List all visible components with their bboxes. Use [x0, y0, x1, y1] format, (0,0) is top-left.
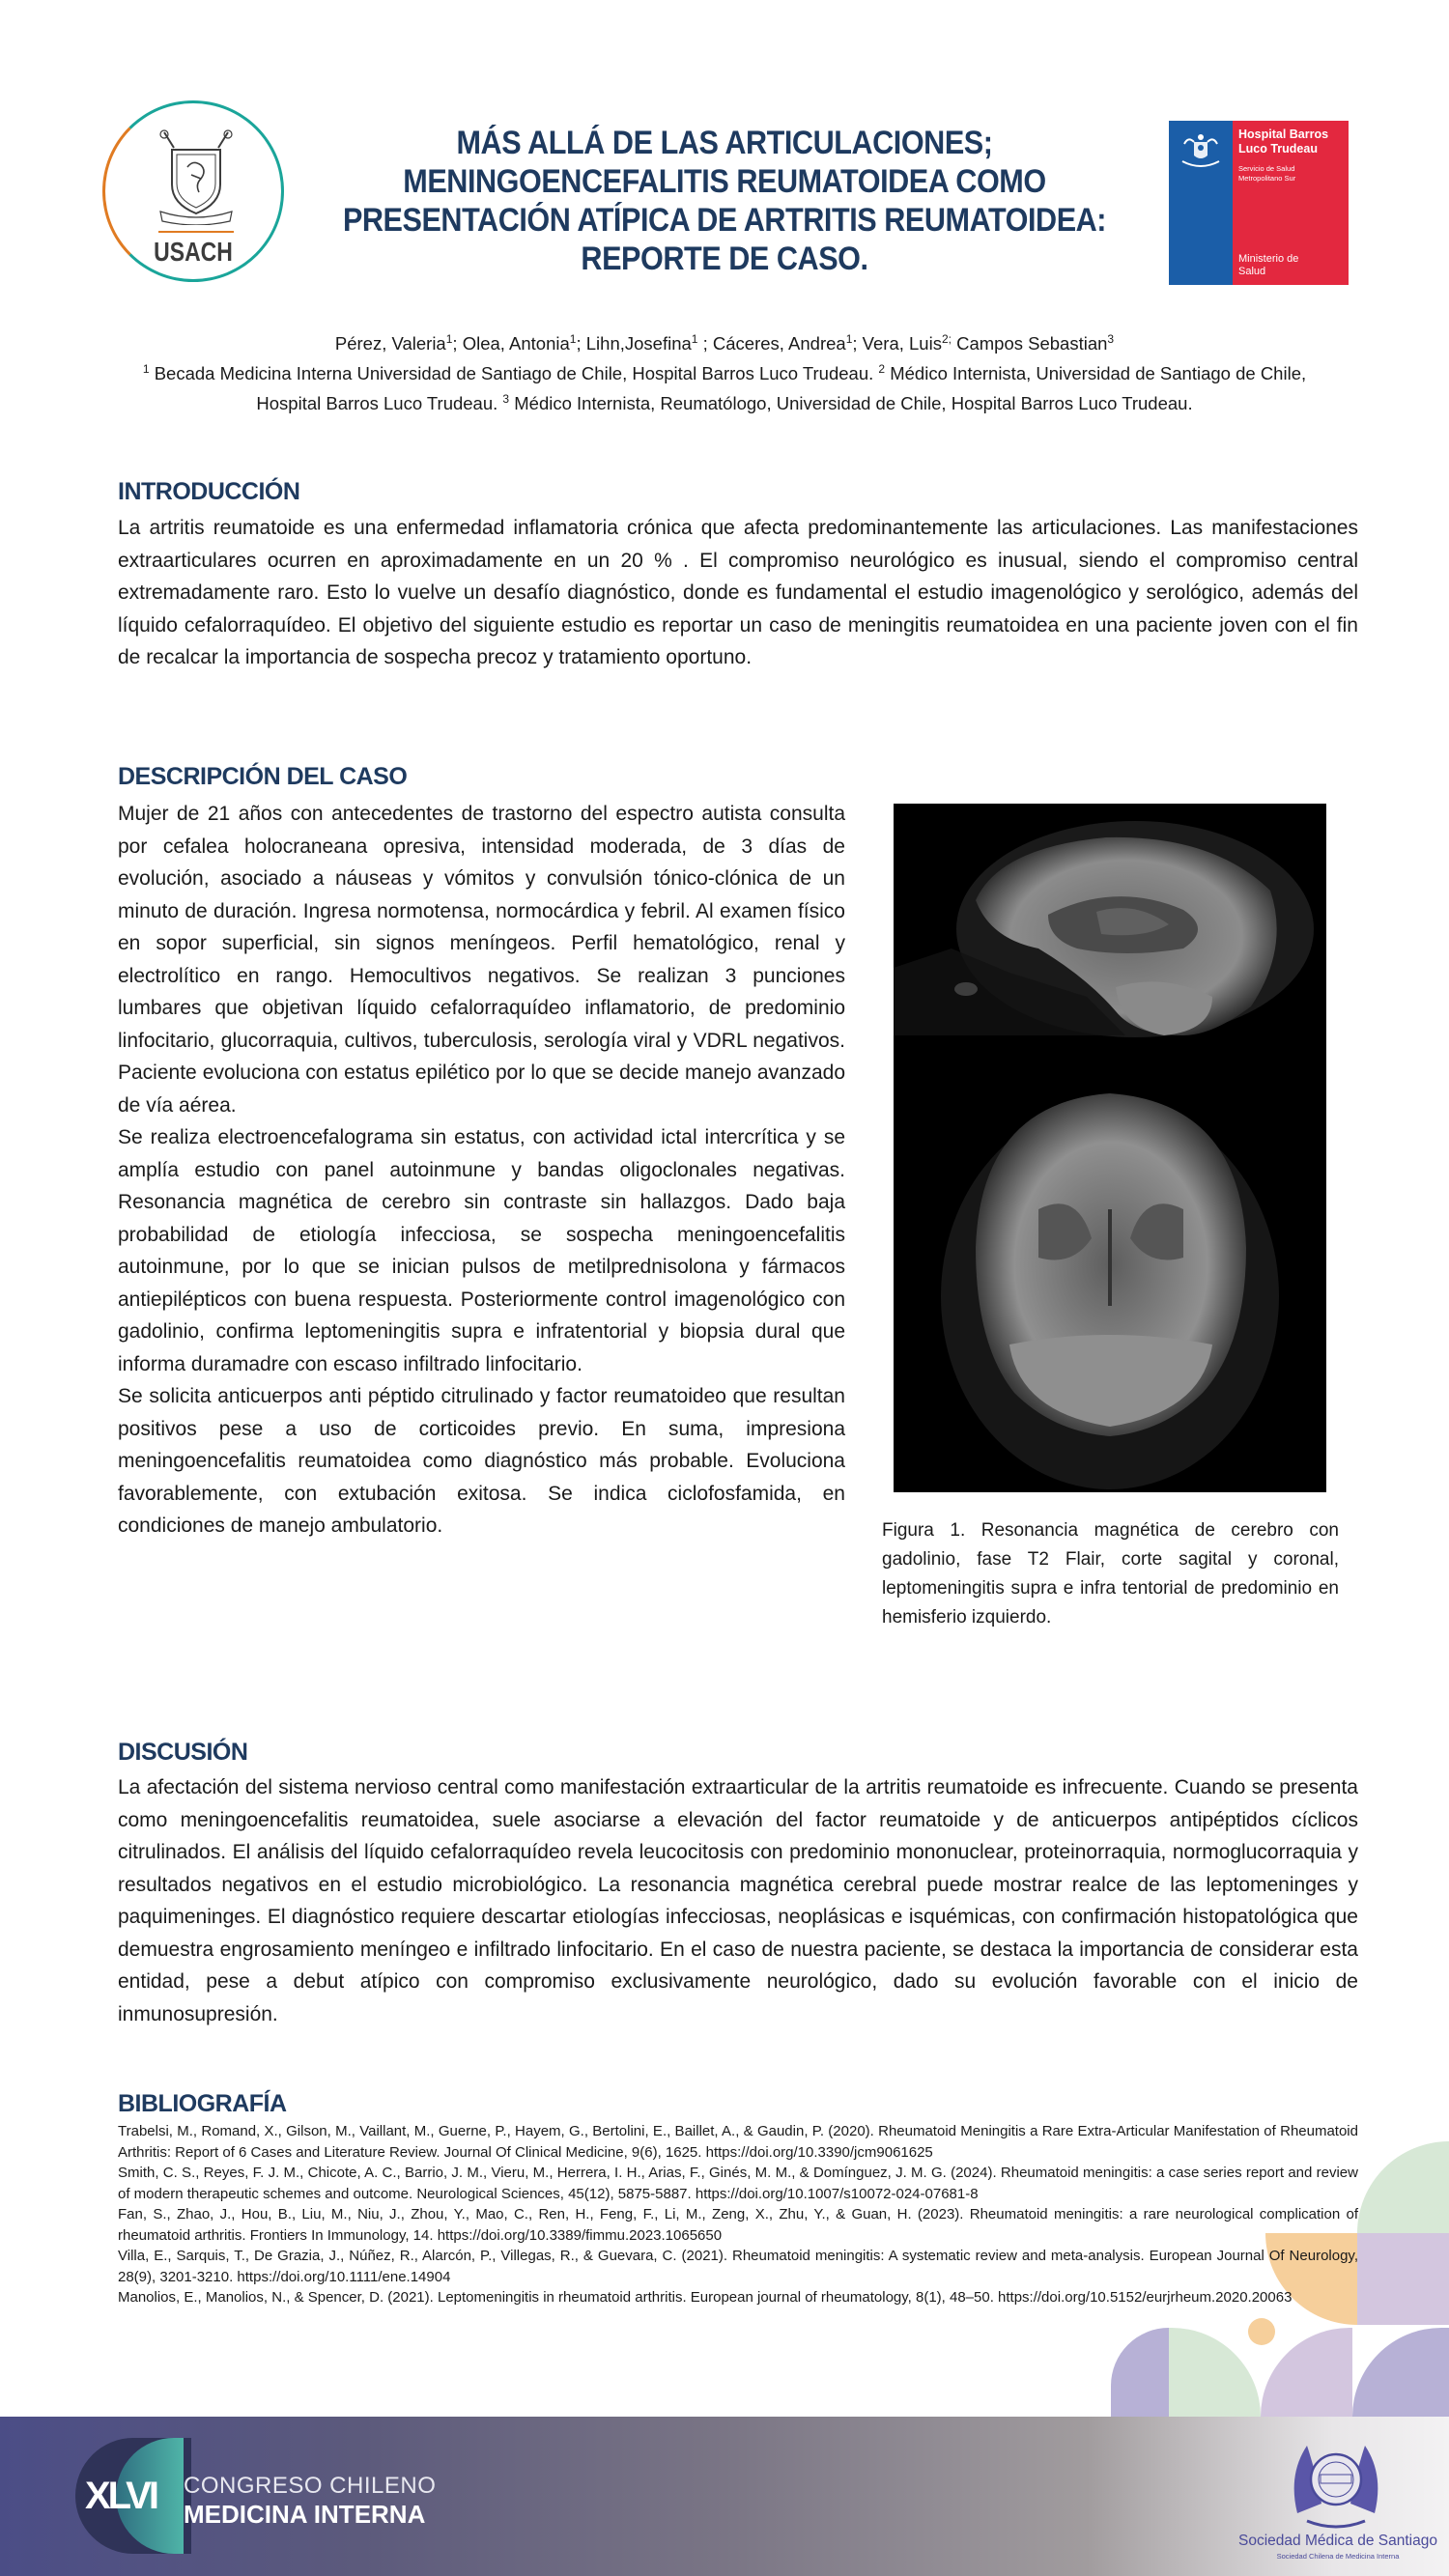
usach-wordmark: USACH: [154, 237, 233, 267]
author-name: Lihn,Josefina: [585, 333, 692, 354]
reference-item: Fan, S., Zhao, J., Hou, B., Liu, M., Niu, J., Zhou, Y., Mao, C., Ren, H., Feng, F., Li, M., Zeng, X., Zhu, Y., & Guan, H. (2023). Rheumatoid meningitis: a rare neurological complication of rheumatoid arthritis. Frontiers In Immunology, 14. https://doi.org/10.3389/fimmu.2023.1065650: [118, 2206, 1358, 2244]
author-sup: 1: [445, 332, 453, 346]
decor-shape: [1248, 2318, 1275, 2345]
author-list: [116, 326, 1333, 356]
affiliation-sup: 1: [142, 362, 150, 377]
hospital-name-line1: Hospital Barros: [1238, 127, 1329, 141]
congress-line2: MEDICINA INTERNA: [184, 2500, 426, 2529]
section-heading-introduccion: INTRODUCCIÓN: [118, 478, 300, 505]
service-line2: Metropolitano Sur: [1238, 174, 1296, 183]
reference-item: Smith, C. S., Reyes, F. J. M., Chicote, A. C., Barrio, J. M., Vieru, M., Herrera, I. H., Arias, F., Ginés, M. M., & Domínguez, J. M. G. (2024). Rheumatoid meningitis: a case series report and review of modern therapeutic schemes and outcome. Neurological Sciences, 45(12), 5875-5887. https://doi.org/10.1007/s10072-024-07681-8: [118, 2165, 1358, 2202]
poster-footer: [0, 2417, 1449, 2576]
decor-shape: [1261, 2328, 1352, 2417]
society-name: Sociedad Médica de Santiago: [1238, 2533, 1437, 2549]
usach-logo: [102, 100, 284, 282]
reference-item: Trabelsi, M., Romand, X., Gilson, M., Vaillant, M., Guerne, P., Hayem, G., Bertolini, E., Baillet, A., & Gaudin, P. (2020). Rheumatoid Meningitis a Rare Extra-Articular Manifestation of Rheumatoid Arthritis: Report of 6 Cases and Literature Review. Journal Of Clinical Medicine, 9(6), 1625. https://doi.org/10.3390/jcm9061625: [118, 2123, 1358, 2161]
author-sup: 2;: [941, 332, 952, 346]
figure-caption: Figura 1. Resonancia magnética de cerebro con gadolinio, fase T2 Flair, corte sagital y coronal, leptomeningitis supra e infra tentorial de predominio en hemisferio izquierdo.: [882, 1520, 1339, 1628]
author-sup: 1: [569, 332, 577, 346]
affiliation-text: Becada Medicina Interna Universidad de Santiago de Chile, Hospital Barros Luco Trudeau.: [154, 363, 874, 384]
author-sup: 1: [845, 332, 853, 346]
decor-shape: [1357, 2141, 1449, 2233]
caso-paragraph: Se solicita anticuerpos anti péptido citrulinado y factor reumatoideo que resultan positivos pese a uso de corticoides previo. En suma, impresiona meningoencefalitis reumatoidea como diagnóstico más probable. Evoluciona favorablemente, con extubación exitosa. Se indica ciclofosfamida, en condiciones de manejo ambulatorio.: [118, 1385, 845, 1537]
chile-coat-of-arms-icon: [1179, 132, 1223, 171]
author-sep: ;: [576, 333, 586, 354]
author-sep: ;: [697, 333, 713, 354]
author-sep: ;: [852, 333, 863, 354]
service-line1: Servicio de Salud: [1238, 164, 1295, 173]
hospital-logo: [1169, 121, 1349, 285]
caso-paragraph: Se realiza electroencefalograma sin estatus, con actividad ictal intercrítica y se amplía estudio con panel autoinmune y bandas oligoclonales negativas. Resonancia magnética de cerebro sin contraste sin hallazgos. Dado baja probabilidad de etiología infecciosa, se sospecha meningoencefalitis autoinmune, por lo que se inician pulsos de metilprednisolona y fármacos antiepilépticos con buena respuesta. Posteriormente control imagenológico con gadolinio, confirma leptomeningitis supra e infratentorial y biopsia dural que informa duramadre con escaso infiltrado linfocitario.: [118, 1126, 845, 1375]
author-name: Campos Sebastian: [956, 333, 1108, 354]
decor-shape: [1169, 2328, 1261, 2417]
congress-logo: [68, 2438, 473, 2554]
author-block: [116, 326, 1333, 416]
logo-divider: [158, 231, 234, 233]
poster-title: [290, 124, 1159, 278]
logo-blue-panel: [1169, 121, 1233, 285]
author-sup: 1: [691, 332, 698, 346]
society-seal-icon: [1288, 2436, 1384, 2533]
poster-header: [0, 0, 1449, 309]
reference-item: Villa, E., Sarquis, T., De Grazia, J., Núñez, R., Alarcón, P., Villegas, R., & Guevara, C. (2021). Rheumatoid meningitis: A systematic review and meta-analysis. European Journal Of Neurology, 28(9), 3201-3210. https://doi.org/10.1111/ene.14904: [118, 2248, 1358, 2285]
title-line: REPORTE DE CASO.: [581, 241, 868, 277]
caso-text: [118, 798, 845, 1543]
affiliation-text: Médico Internista, Reumatólogo, Universidad de Chile, Hospital Barros Luco Trudeau.: [514, 393, 1193, 414]
decor-shape: [1352, 2328, 1449, 2417]
title-line: MÁS ALLÁ DE LAS ARTICULACIONES;: [456, 125, 993, 161]
brain-mri-image-icon: [894, 804, 1326, 1492]
affiliation-text: Médico Internista, Universidad de Santiago de Chile, Hospital Barros Luco Trudeau.: [256, 363, 1307, 414]
society-logo: [1232, 2436, 1437, 2571]
congress-line1: CONGRESO CHILENO: [184, 2473, 437, 2499]
ministry-line2: Salud: [1238, 266, 1266, 277]
author-name: Cáceres, Andrea: [712, 333, 846, 354]
affiliation-sup: 3: [502, 392, 510, 407]
mri-figure: [894, 804, 1326, 1492]
caso-paragraph: Mujer de 21 años con antecedentes de trastorno del espectro autista consulta por cefalea holocraneana opresiva, intensidad moderada, de 3 días de evolución, asociado a náuseas y vómitos y convulsión tónico-clónica de un minuto de duración. Ingresa normotensa, normocárdica y febril. Al examen físico en sopor superficial, sin signos meníngeos. Perfil hematológico, renal y electrolítico en rango. Hemocultivos negativos. Se realizan 3 punciones lumbares que objetivan líquido cefalorraquídeo inflamatorio, de predominio linfocitario, glucorraquia, cultivos, tuberculosis, serología viral y VDRL negativos. Paciente evoluciona con estatus epilético por lo que se decide manejo avanzado de vía aérea.: [118, 803, 845, 1117]
author-sep: ;: [452, 333, 463, 354]
congress-numeral: XLVI: [85, 2475, 156, 2517]
decor-shape: [1111, 2328, 1169, 2417]
reference-list: [118, 2121, 1358, 2308]
section-heading-caso: DESCRIPCIÓN DEL CASO: [118, 763, 408, 790]
reference-item: Manolios, E., Manolios, N., & Spencer, D. (2021). Leptomeningitis in rheumatoid arthritis. European journal of rheumatology, 8(1), 48–50. https://doi.org/10.5152/eurjrheum.2020.20063: [118, 2289, 1293, 2306]
author-name: Pérez, Valeria: [334, 333, 446, 354]
ministry-line1: Ministerio de: [1238, 253, 1299, 265]
affiliations: [116, 356, 1333, 416]
society-subtitle: Sociedad Chilena de Medicina Interna: [1276, 2552, 1400, 2561]
university-crest-icon: [158, 128, 234, 225]
section-heading-discusion: DISCUSIÓN: [118, 1739, 248, 1766]
hospital-name-line2: Luco Trudeau: [1238, 142, 1318, 156]
logo-red-panel: [1233, 121, 1349, 285]
title-line: PRESENTACIÓN ATÍPICA DE ARTRITIS REUMATOIDEA:: [342, 202, 1107, 239]
affiliation-sup: 2: [878, 362, 886, 377]
author-name: Vera, Luis: [862, 333, 942, 354]
decor-shape: [1357, 2233, 1449, 2325]
title-line: MENINGOENCEFALITIS REUMATOIDEA COMO: [403, 163, 1046, 200]
section-heading-bibliografia: BIBLIOGRAFÍA: [118, 2090, 287, 2117]
author-sup: 3: [1107, 332, 1115, 346]
introduccion-text: La artritis reumatoide es una enfermedad inflamatoria crónica que afecta predominantemente las articulaciones. Las manifestaciones extraarticulares ocurren en aproximadamente en un 20 % . El compromiso neurológico es inusual, siendo el compromiso central extremadamente raro. Esto lo vuelve un desafío diagnóstico, donde es fundamental el estudio imagenológico y serológico, además del líquido cefalorraquídeo. El objetivo del siguiente estudio es reportar un caso de meningitis reumatoidea en una paciente joven con el fin de recalcar la importancia de sospecha precoz y tratamiento oportuno.: [118, 517, 1358, 668]
author-name: Olea, Antonia: [462, 333, 570, 354]
discusion-text: La afectación del sistema nervioso central como manifestación extraarticular de la artritis reumatoide es infrecuente. Cuando se presenta como meningoencefalitis reumatoidea, suele asociarse a elevación del factor reumatoide y de anticuerpos antipéptidos cíclicos citrulinados. El análisis del líquido cefalorraquídeo revela leucocitosis con predominio mononuclear, proteinorraquia, normoglucorraquia y resultados negativos en el estudio microbiológico. La resonancia magnética cerebral puede mostrar realce de las leptomeninges y paquimeninges. El diagnóstico requiere descartar etiologías infecciosas, neoplásicas e isquémicas, con confirmación histopatológica que demuestra engrosamiento meníngeo e infiltrado linfocitario. En el caso de nuestra paciente, se destaca la importancia de considerar esta entidad, pese a debut atípico con compromiso exclusivamente neurológico, dado su evolución favorable con el inicio de inmunosupresión.: [118, 1776, 1358, 2025]
